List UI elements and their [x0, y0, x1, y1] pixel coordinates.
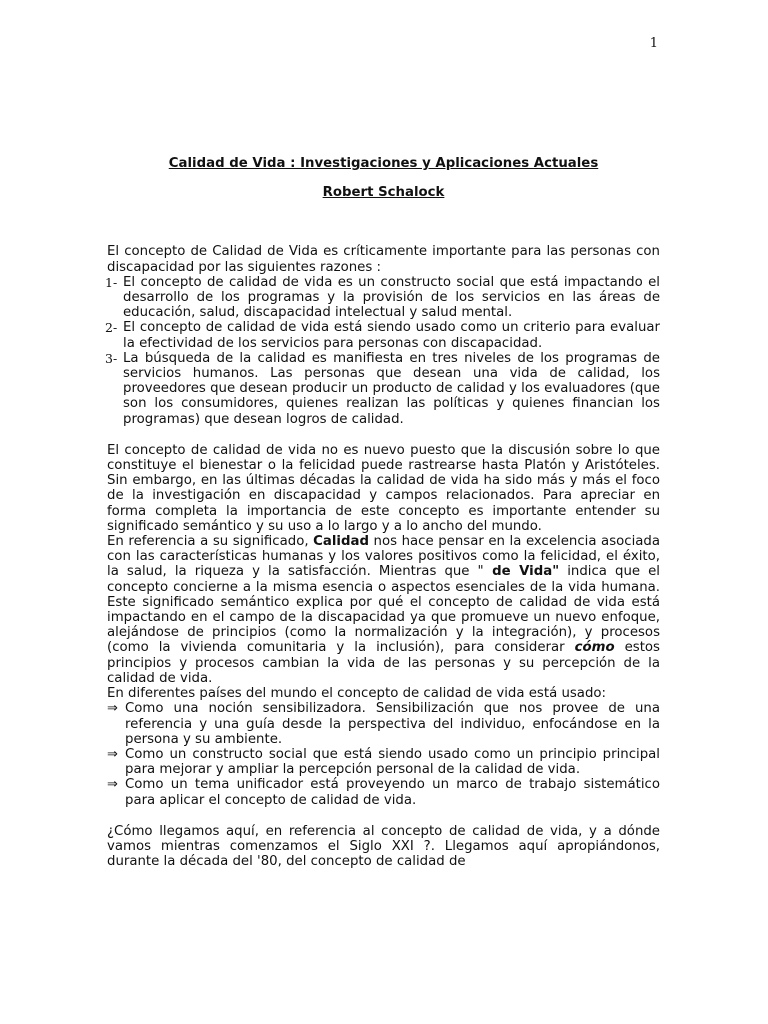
- usage-paragraph: En diferentes países del mundo el concepto de calidad de vida está usado:: [107, 686, 606, 702]
- list-item-text: Como un constructo social que está siendo usado como un principio principal para mejorar y ampliar la percepción personal de la calidad de vida.: [125, 746, 660, 778]
- list-item: [107, 747, 660, 777]
- list-marker: 2-: [105, 320, 118, 336]
- reasons-list: [107, 275, 660, 427]
- list-item: [107, 351, 660, 427]
- history-paragraph: El concepto de calidad de vida no es nuevo puesto que la discusión sobre lo que constituye el bienestar o la felicidad puede rastrearse hasta Platón y Aristóteles. Sin embargo, en las últimas décadas la calidad de vida ha sido más y más el foco de la investigación en discapacidad y campos relacionados. Para apreciar en forma completa la importancia de este concepto es importante entender su significado semántico y su uso a lo largo y a lo ancho del mundo.: [107, 442, 660, 534]
- bold-italic-term-como: cómo: [574, 640, 615, 656]
- list-item-text: El concepto de calidad de vida está siendo usado como un criterio para evaluar la efectividad de los servicios para personas con discapacidad.: [123, 320, 660, 351]
- arrow-icon: ⇒: [107, 701, 118, 717]
- document-body: [107, 156, 660, 869]
- arrow-icon: ⇒: [107, 746, 118, 762]
- document-author: Robert Schalock: [322, 185, 445, 201]
- usages-list: [107, 701, 660, 807]
- list-item-text: Como una noción sensibilizadora. Sensibilización que nos provee de una referencia y una guía desde la perspectiva del individuo, enfocándose en la persona y su ambiente.: [125, 701, 660, 747]
- list-item-text: Como un tema unificador está proveyendo un marco de trabajo sistemático para aplicar el concepto de calidad de vida.: [125, 777, 660, 808]
- list-marker: 3-: [105, 350, 118, 366]
- list-item-text: La búsqueda de la calidad es manifiesta en tres niveles de los programas de servicios humanos. Las personas que desean una vida de calidad, los proveedores que desean producir un producto de calidad y los evaluadores (que son los consumidores, quienes realizan las políticas y quienes financian los programas) que desean logros de calidad.: [123, 350, 660, 427]
- arrow-icon: ⇒: [107, 777, 118, 793]
- meaning-paragraph: En referencia a su significado, Calidad nos hace pensar en la excelencia asociada con las características humanas y los valores positivos como la felicidad, el éxito, la salud, la riqueza y la satisfacción. Mientras que " de Vida" indica que el concepto concierne a la misma esencia o aspectos esenciales de la vida humana. Este significado semántico explica por qué el concepto de calidad de vida está impactando en el campo de la discapacidad ya que promueve un nuevo enfoque, alejándose de principios (como la normalización y la integración), y procesos (como la vivienda comunitaria y la inclusión), para considerar cómo estos principios y procesos cambian la vida de las personas y su percepción de la calidad de vida.: [107, 534, 660, 686]
- document-title: Calidad de Vida : Investigaciones y Aplicaciones Actuales: [168, 156, 599, 171]
- bold-term-de-vida: de Vida": [483, 564, 560, 580]
- list-item-text: El concepto de calidad de vida es un constructo social que está impactando el desarrollo de los programas y la provisión de los servicios en las áreas de educación, salud, discapacidad intelectual y salud mental.: [123, 274, 660, 321]
- intro-paragraph: El concepto de Calidad de Vida es críticamente importante para las personas con discapacidad por las siguientes razones :: [107, 244, 660, 275]
- closing-paragraph: ¿Cómo llegamos aquí, en referencia al concepto de calidad de vida, y a dónde vamos mientras comenzamos el Siglo XXI ?. Llegamos aquí apropiándonos, durante la década del '80, del concepto de calidad de: [107, 823, 660, 870]
- page-number: 1: [649, 36, 658, 51]
- list-item: [107, 701, 660, 747]
- list-item: [107, 320, 660, 350]
- bold-term-calidad: Calidad: [313, 534, 369, 550]
- list-item: [107, 275, 660, 321]
- list-item: [107, 777, 660, 807]
- list-marker: 1-: [105, 274, 118, 290]
